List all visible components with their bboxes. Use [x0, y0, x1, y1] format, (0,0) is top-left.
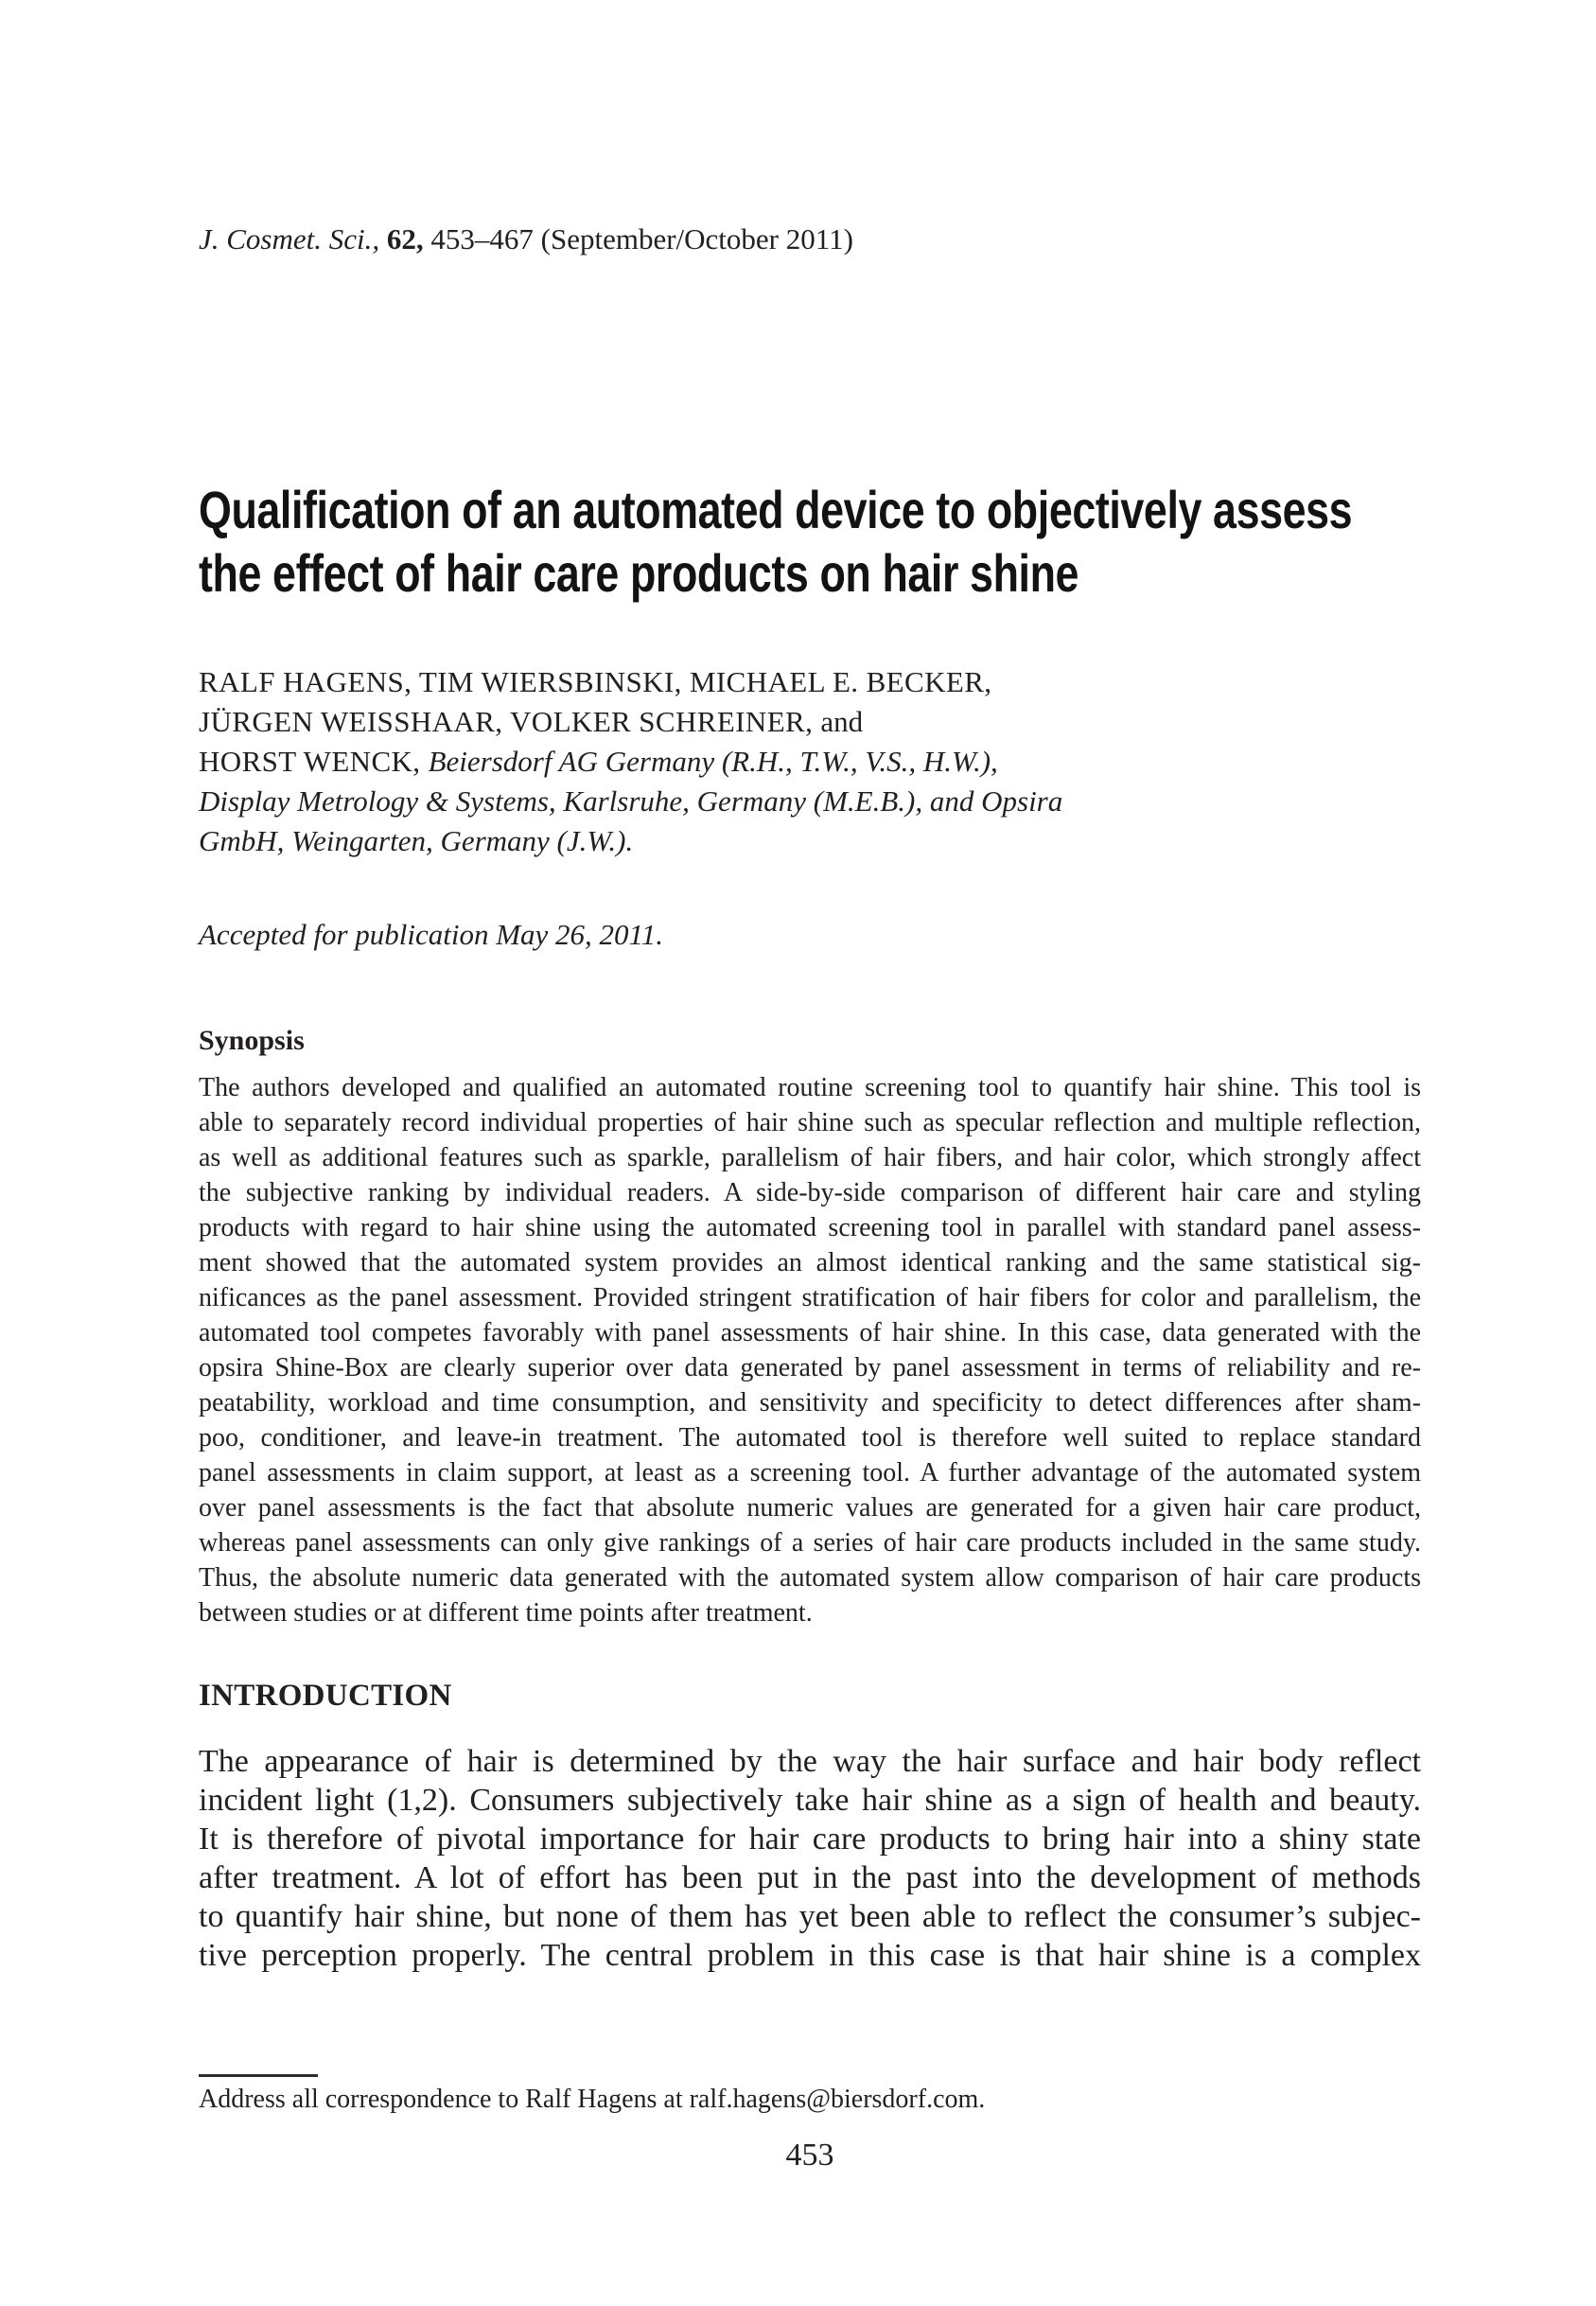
text-segment: RALF HAGENS, TIM WIERSBINSKI, MICHAEL E. BECKER,: [199, 665, 992, 698]
text-line: whereas panel assessments can only give rankings of a series of hair care products included in the same study.: [199, 1528, 1421, 1558]
text-segment: Display Metrology & Systems, Karlsruhe, Germany (M.E.B.), and Opsira: [199, 784, 1063, 818]
text-line: between studies or at different time points after treatment.: [199, 1598, 813, 1628]
footnote-text: Address all correspondence to Ralf Hagens at ralf.hagens@biersdorf.com.: [199, 2085, 986, 2114]
text-line: Thus, the absolute numeric data generated with the automated system allow comparison of hair care products: [199, 1563, 1421, 1593]
text-line: [199, 662, 1062, 702]
text-line: over panel assessments is the fact that absolute numeric values are generated for a given hair care product,: [199, 1493, 1421, 1523]
text-segment: 453–467 (September/October 2011): [430, 222, 853, 255]
text-line: opsira Shine-Box are clearly superior over data generated by panel assessment in terms of reliability and re-: [199, 1353, 1421, 1382]
text-line: automated tool competes favorably with panel assessments of hair shine. In this case, data generated with the: [199, 1318, 1421, 1347]
text-line: It is therefore of pivotal importance for hair care products to bring hair into a shiny state: [199, 1822, 1421, 1857]
text-line: panel assessments in claim support, at least as a screening tool. A further advantage of the automated system: [199, 1458, 1421, 1487]
text-line: incident light (1,2). Consumers subjectively take hair shine as a sign of health and beauty.: [199, 1783, 1421, 1818]
text-line: poo, conditioner, and leave-in treatment. The automated tool is therefore well suited to replace standard: [199, 1423, 1421, 1452]
text-line: the effect of hair care products on hair shine: [199, 543, 1079, 603]
authors-block: [199, 662, 1062, 861]
introduction-paragraph: [199, 1742, 1421, 1975]
text-segment: GmbH, Weingarten, Germany (J.W.).: [199, 824, 634, 857]
text-line: [199, 742, 1062, 782]
text-line: products with regard to hair shine using the automated screening tool in parallel with standard panel assess-: [199, 1213, 1421, 1242]
text-line: the subjective ranking by individual readers. A side-by-side comparison of different hair care and styling: [199, 1178, 1421, 1207]
paper-title: [199, 478, 1352, 605]
synopsis-paragraph: [199, 1070, 1421, 1630]
text-line: Qualification of an automated device to objectively assess: [199, 480, 1353, 539]
text-line: after treatment. A lot of effort has been put in the past into the development of methods: [199, 1860, 1421, 1895]
text-line: [199, 702, 1062, 742]
introduction-heading: INTRODUCTION: [199, 1679, 452, 1713]
text-segment: and: [820, 705, 864, 738]
text-segment: HORST WENCK,: [199, 745, 429, 778]
text-line: as well as additional features such as sparkle, parallelism of hair fibers, and hair color, which strongly affect: [199, 1143, 1421, 1172]
text-line: ment showed that the automated system provides an almost identical ranking and the same statistical sig-: [199, 1248, 1421, 1277]
text-segment: Beiersdorf AG Germany (R.H., T.W., V.S., H.W.),: [428, 745, 998, 778]
accepted-note: Accepted for publication May 26, 2011.: [199, 918, 664, 951]
footnote-rule: [199, 2074, 318, 2077]
text-line: peatability, workload and time consumption, and sensitivity and specificity to detect differences after sham-: [199, 1388, 1421, 1417]
text-segment: 62,: [386, 222, 431, 255]
text-line: nificances as the panel assessment. Provided stringent stratification of hair fibers for color and parallelism, the: [199, 1283, 1421, 1312]
text-line: [199, 821, 1062, 861]
text-segment: JÜRGEN WEISSHAAR, VOLKER SCHREINER,: [199, 705, 821, 738]
text-line: The appearance of hair is determined by the way the hair surface and hair body reflect: [199, 1744, 1421, 1779]
text-line: to quantify hair shine, but none of them has yet been able to reflect the consumer’s subjec-: [199, 1899, 1421, 1934]
text-line: [199, 782, 1062, 821]
synopsis-heading: Synopsis: [199, 1025, 305, 1056]
page-number: 453: [785, 2138, 834, 2173]
text-line: tive perception properly. The central problem in this case is that hair shine is a complex: [199, 1938, 1421, 1973]
text-segment: J. Cosmet. Sci.,: [199, 222, 387, 255]
text-line: able to separately record individual properties of hair shine such as specular reflection and multiple reflection,: [199, 1108, 1421, 1137]
text-line: The authors developed and qualified an automated routine screening tool to quantify hair shine. This tool is: [199, 1073, 1421, 1102]
journal-header: [199, 221, 853, 257]
